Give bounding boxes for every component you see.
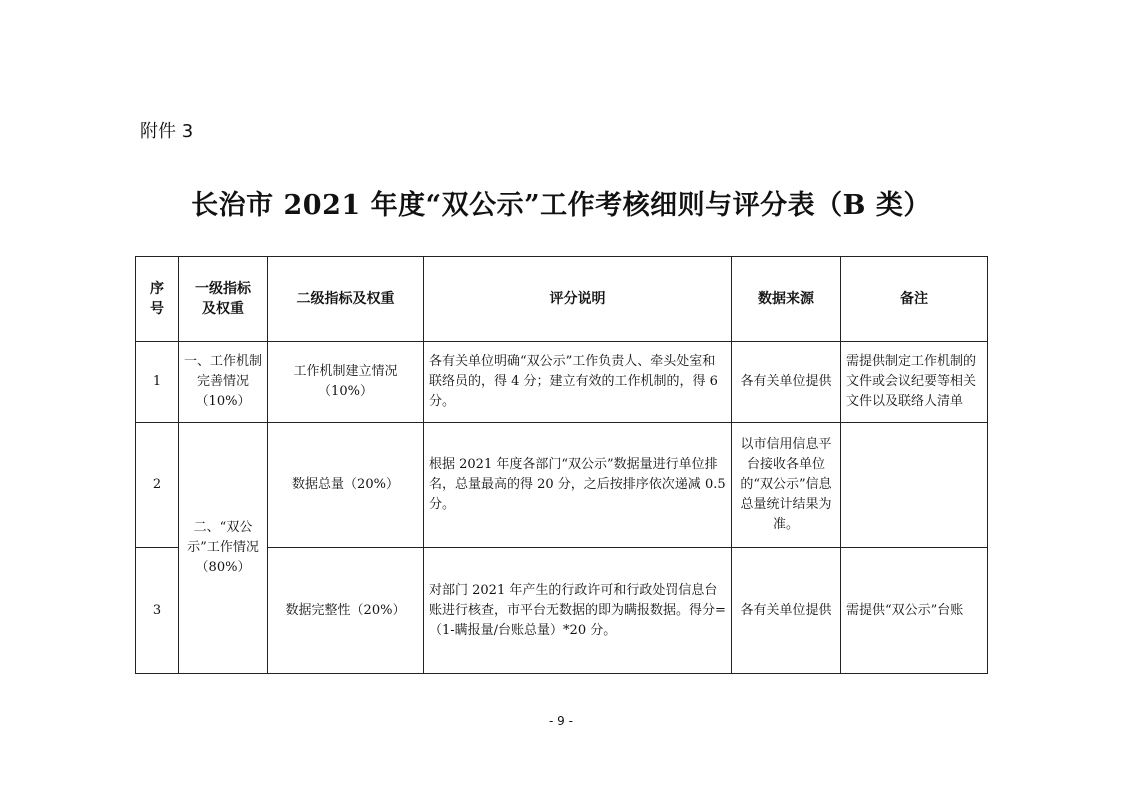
cell-desc: 对部门 2021 年产生的行政许可和行政处罚信息台账进行核查，市平台无数据的即为瞒报数据。得分=（1-瞒报量/台账总量）*20 分。 [424,548,732,674]
cell-source: 各有关单位提供 [732,548,841,674]
cell-level2: 数据完整性（20%） [268,548,424,674]
scoring-table [135,256,988,674]
cell-source: 以市信用信息平台接收各单位的“双公示”信息总量统计结果为准。 [732,423,841,548]
cell-level1: 二、“双公示”工作情况（80%） [179,423,268,674]
header-note: 备注 [841,257,988,342]
document-title: 长治市 2021 年度“双公示”工作考核细则与评分表（B 类） [191,190,931,221]
cell-desc: 各有关单位明确“双公示”工作负责人、牵头处室和联络员的，得 4 分；建立有效的工作机制的，得 6 分。 [424,342,732,423]
cell-note: 需提供“双公示”台账 [841,548,988,674]
header-source: 数据来源 [732,257,841,342]
cell-seq: 3 [136,548,179,674]
header-desc: 评分说明 [424,257,732,342]
cell-level1: 一、工作机制完善情况（10%） [179,342,268,423]
table-header-row [136,257,988,342]
cell-level2: 工作机制建立情况（10%） [268,342,424,423]
cell-source: 各有关单位提供 [732,342,841,423]
page-number: - 9 - [549,714,573,728]
cell-seq: 1 [136,342,179,423]
header-level2: 二级指标及权重 [268,257,424,342]
table-row [136,342,988,423]
header-seq: 序号 [136,257,179,342]
cell-note [841,423,988,548]
cell-level2: 数据总量（20%） [268,423,424,548]
cell-desc: 根据 2021 年度各部门“双公示”数据量进行单位排名，总量最高的得 20 分，之后按排序依次递减 0.5 分。 [424,423,732,548]
cell-note: 需提供制定工作机制的文件或会议纪要等相关文件以及联络人清单 [841,342,988,423]
cell-seq: 2 [136,423,179,548]
table-row [136,423,988,548]
header-level1: 一级指标及权重 [179,257,268,342]
attachment-label: 附件 3 [140,121,194,142]
